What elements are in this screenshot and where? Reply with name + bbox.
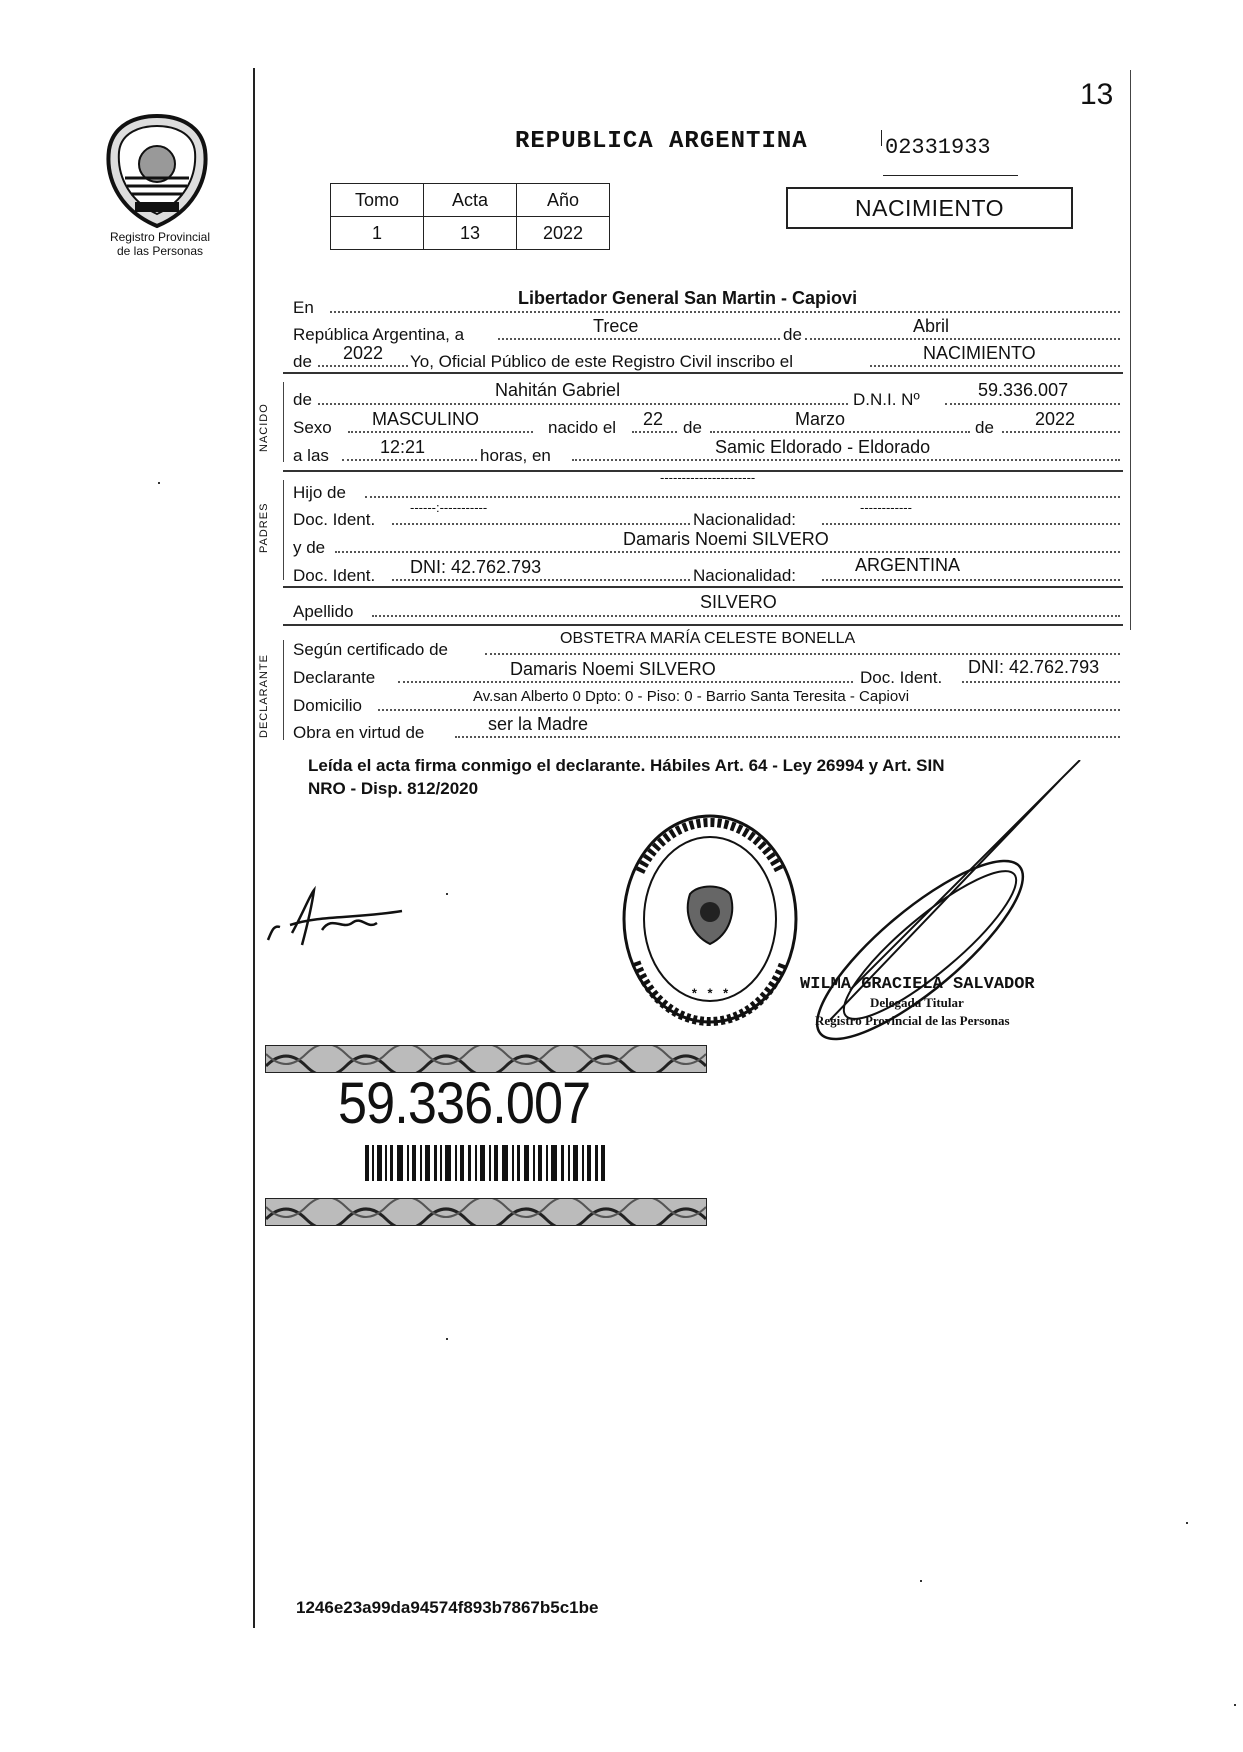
cert-label: Según certificado de (293, 640, 448, 659)
doc-label: Doc. Ident. (293, 510, 376, 529)
obra-value: ser la Madre (488, 714, 589, 734)
section-label-nacido: NACIDO (258, 403, 270, 452)
section-divider (283, 624, 1123, 626)
section-divider (283, 586, 1123, 588)
registry-caption-line1: Registro Provincial (109, 230, 211, 244)
nacionalidad-label: Nacionalidad: (693, 566, 797, 585)
dotted-line (805, 338, 1120, 340)
birth-time: 12:21 (380, 437, 426, 457)
mother-doc: DNI: 42.762.793 (410, 557, 542, 577)
declarante-name: Damaris Noemi SILVERO (510, 659, 716, 679)
dni-label: D.N.I. Nº (853, 390, 920, 409)
mother-name: Damaris Noemi SILVERO (623, 529, 829, 549)
section-label-padres: PADRES (258, 502, 270, 553)
book-header-anio: Año (517, 184, 610, 217)
official-name: WILMA GRACIELA SALVADOR (800, 975, 1035, 994)
declarante-doc: DNI: 42.762.793 (968, 657, 1100, 677)
record-type-box: NACIMIENTO (786, 187, 1073, 229)
dotted-line (485, 653, 1120, 655)
dotted-line (330, 311, 1120, 313)
page-number: 13 (1080, 78, 1114, 111)
dotted-line (335, 551, 1120, 553)
dotted-line (822, 579, 1120, 581)
apellido-value: SILVERO (700, 592, 777, 612)
dotted-line (962, 681, 1120, 683)
doc-label: Doc. Ident. (860, 668, 943, 687)
horas-label: horas, en (480, 446, 551, 465)
mother-nacionalidad: ARGENTINA (855, 555, 961, 575)
nacionalidad-label: Nacionalidad: (693, 510, 797, 529)
book-header-acta: Acta (424, 184, 517, 217)
dotted-line (392, 579, 690, 581)
de-label: de (975, 418, 994, 437)
barcode-icon (365, 1145, 605, 1181)
official-text: Yo, Oficial Público de este Registro Civil inscribo el (410, 352, 793, 371)
scan-speck (1234, 1704, 1236, 1706)
dotted-line (318, 403, 848, 405)
registry-place: Libertador General San Martin - Capiovi (518, 288, 858, 308)
legal-note-line2: NRO - Disp. 812/2020 (308, 779, 479, 798)
official-role: Delegada Titular (870, 995, 964, 1010)
dotted-line (710, 431, 970, 433)
dotted-line (455, 736, 1120, 738)
en-label: En (293, 298, 314, 317)
registry-stamp-icon (620, 812, 800, 1027)
dotted-line (372, 615, 1120, 617)
obra-label: Obra en virtud de (293, 723, 425, 742)
sexo-value: MASCULINO (372, 409, 480, 429)
birth-month: Marzo (795, 409, 846, 429)
book-value-acta: 13 (424, 217, 517, 250)
dotted-line (945, 403, 1120, 405)
de-label: de (783, 325, 802, 344)
yde-label: y de (293, 538, 326, 557)
dotted-line (392, 523, 690, 525)
dotted-line (632, 431, 677, 433)
left-margin-line (253, 68, 255, 1628)
dotted-line (822, 523, 1120, 525)
nacido-label: nacido el (548, 418, 617, 437)
time-label: a las (293, 446, 329, 465)
section-label-declarante: DECLARANTE (258, 654, 270, 738)
day-word: Trece (593, 316, 639, 336)
section-bar (283, 640, 284, 740)
book-value-tomo: 1 (331, 217, 424, 250)
de-label: de (683, 418, 702, 437)
dotted-line (348, 431, 533, 433)
dotted-line (318, 365, 408, 367)
month: Abril (913, 316, 950, 336)
de-label: de (293, 352, 312, 371)
svg-text:* * *: * * * (690, 987, 730, 1002)
father-nacionalidad: ------------ (860, 500, 912, 515)
dotted-line (365, 496, 1120, 498)
declarante-label: Declarante (293, 668, 376, 687)
dotted-line (378, 709, 1120, 711)
dni-large-number: 59.336.007 (338, 1071, 591, 1136)
scan-speck (446, 1338, 448, 1340)
apellido-label: Apellido (293, 602, 354, 621)
child-dni: 59.336.007 (978, 380, 1069, 400)
section-bar (283, 382, 284, 462)
dotted-line (342, 459, 477, 461)
scan-speck (920, 1580, 922, 1582)
act-type: NACIMIENTO (923, 343, 1036, 363)
dotted-line (870, 365, 1120, 367)
doc-label: Doc. Ident. (293, 566, 376, 585)
book-header-tomo: Tomo (331, 184, 424, 217)
dotted-line (398, 681, 853, 683)
sexo-label: Sexo (293, 418, 332, 437)
father-name: ---------------------- (660, 470, 756, 485)
section-divider (283, 372, 1123, 374)
registry-caption (90, 230, 230, 258)
security-band-top-icon (265, 1045, 707, 1073)
birth-day: 22 (643, 409, 664, 429)
domicilio-label: Domicilio (293, 696, 362, 715)
declarant-signature-icon (262, 885, 412, 955)
serial-underline (883, 175, 1018, 176)
serial-tick (881, 130, 882, 146)
child-name: Nahitán Gabriel (495, 380, 621, 400)
republic-label: República Argentina, a (293, 325, 465, 344)
hijo-label: Hijo de (293, 483, 346, 502)
birth-year: 2022 (1035, 409, 1076, 429)
father-doc: ------:----------- (410, 500, 488, 515)
scan-speck (1186, 1522, 1188, 1524)
legal-note-line1: Leída el acta firma conmigo el declarante. Hábiles Art. 64 - Ley 26994 y Art. SIN (308, 756, 945, 775)
section-bar (283, 480, 284, 580)
year: 2022 (343, 343, 384, 363)
right-margin-line (1130, 70, 1131, 630)
scan-speck (158, 482, 160, 484)
de-label: de (293, 390, 312, 409)
official-organization: Registro Provincial de las Personas (815, 1013, 1010, 1028)
dotted-line (572, 459, 1120, 461)
book-table (330, 183, 610, 250)
domicilio-value: Av.san Alberto 0 Dpto: 0 - Piso: 0 - Barrio Santa Teresita - Capiovi (473, 688, 910, 705)
country-title: REPUBLICA ARGENTINA (515, 128, 808, 155)
document-hash: 1246e23a99da94574f893b7867b5c1be (296, 1598, 599, 1617)
book-value-anio: 2022 (517, 217, 610, 250)
registry-caption-line2: de las Personas (116, 244, 204, 258)
dotted-line (1002, 431, 1120, 433)
cert-value: OBSTETRA MARÍA CELESTE BONELLA (560, 630, 856, 647)
birth-place: Samic Eldorado - Eldorado (715, 437, 931, 457)
dotted-line (498, 338, 780, 340)
serial-number: 02331933 (885, 135, 991, 160)
provincial-shield-icon (105, 112, 210, 230)
security-band-bottom-icon (265, 1198, 707, 1226)
scan-speck (446, 893, 448, 895)
